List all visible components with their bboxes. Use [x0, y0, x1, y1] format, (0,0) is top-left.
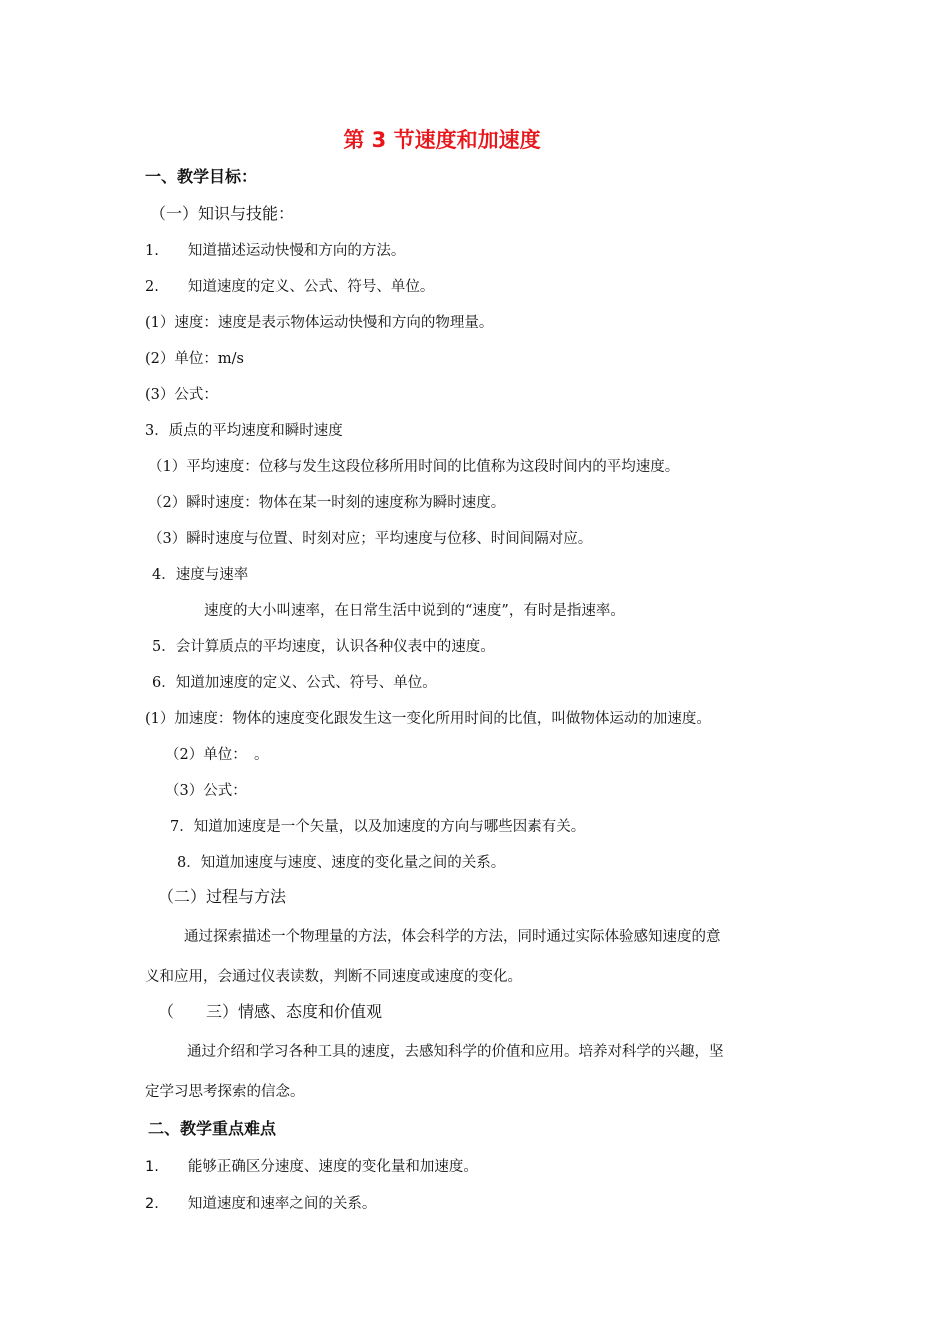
knowledge-line-6: 3．质点的平均速度和瞬时速度: [145, 423, 343, 439]
subsection-heading-process: （二）过程与方法: [158, 887, 287, 906]
knowledge-line-16: （3）公式：: [165, 783, 247, 799]
emotion-paragraph-line-2: 定学习思考探索的信念。: [145, 1084, 305, 1100]
section-heading-objectives: 一、教学目标：: [145, 167, 258, 186]
knowledge-line-7: （1）平均速度：位移与发生这段位移所用时间的比值称为这段时间内的平均速度。: [148, 459, 680, 475]
knowledge-line-1: 1. 知道描述运动快慢和方向的方法。: [145, 243, 406, 259]
subsection-heading-emotion: （ 三）情感、态度和价值观: [158, 1002, 383, 1021]
knowledge-line-14: (1）加速度：物体的速度变化跟发生这一变化所用时间的比值，叫做物体运动的加速度。: [145, 711, 711, 727]
knowledge-line-18: 8．知道加速度与速度、速度的变化量之间的关系。: [177, 855, 506, 871]
key-point-2: 2. 知道速度和速率之间的关系。: [145, 1196, 377, 1212]
knowledge-line-8: （2）瞬时速度：物体在某一时刻的速度称为瞬时速度。: [148, 495, 506, 511]
subsection-heading-knowledge: （一）知识与技能：: [150, 204, 295, 223]
knowledge-line-11: 速度的大小叫速率，在日常生活中说到的“速度”，有时是指速率。: [204, 603, 625, 619]
key-point-1: 1. 能够正确区分速度、速度的变化量和加速度。: [145, 1159, 478, 1175]
knowledge-line-13: 6．知道加速度的定义、公式、符号、单位。: [152, 675, 437, 691]
knowledge-line-12: 5．会计算质点的平均速度，认识各种仪表中的速度。: [152, 639, 495, 655]
section-heading-key-points: 二、教学重点难点: [148, 1119, 277, 1138]
knowledge-line-4: (2）单位：m/s: [145, 351, 244, 367]
knowledge-line-15: （2）单位： 。: [165, 747, 269, 763]
knowledge-line-17: 7．知道加速度是一个矢量，以及加速度的方向与哪些因素有关。: [170, 819, 586, 835]
document-title: 第 3 节速度和加速度: [343, 128, 541, 152]
knowledge-line-10: 4．速度与速率: [152, 567, 249, 583]
knowledge-line-2: 2. 知道速度的定义、公式、符号、单位。: [145, 279, 435, 295]
process-paragraph-line-2: 义和应用，会通过仪表读数，判断不同速度或速度的变化。: [145, 969, 522, 985]
process-paragraph-line-1: 通过探索描述一个物理量的方法，体会科学的方法，同时通过实际体验感知速度的意: [184, 929, 721, 945]
knowledge-line-9: （3）瞬时速度与位置、时刻对应；平均速度与位移、时间间隔对应。: [148, 531, 593, 547]
knowledge-line-5: (3）公式：: [145, 387, 218, 403]
emotion-paragraph-line-1: 通过介绍和学习各种工具的速度，去感知科学的价值和应用。培养对科学的兴趣，坚: [187, 1044, 724, 1060]
knowledge-line-3: (1）速度：速度是表示物体运动快慢和方向的物理量。: [145, 315, 494, 331]
